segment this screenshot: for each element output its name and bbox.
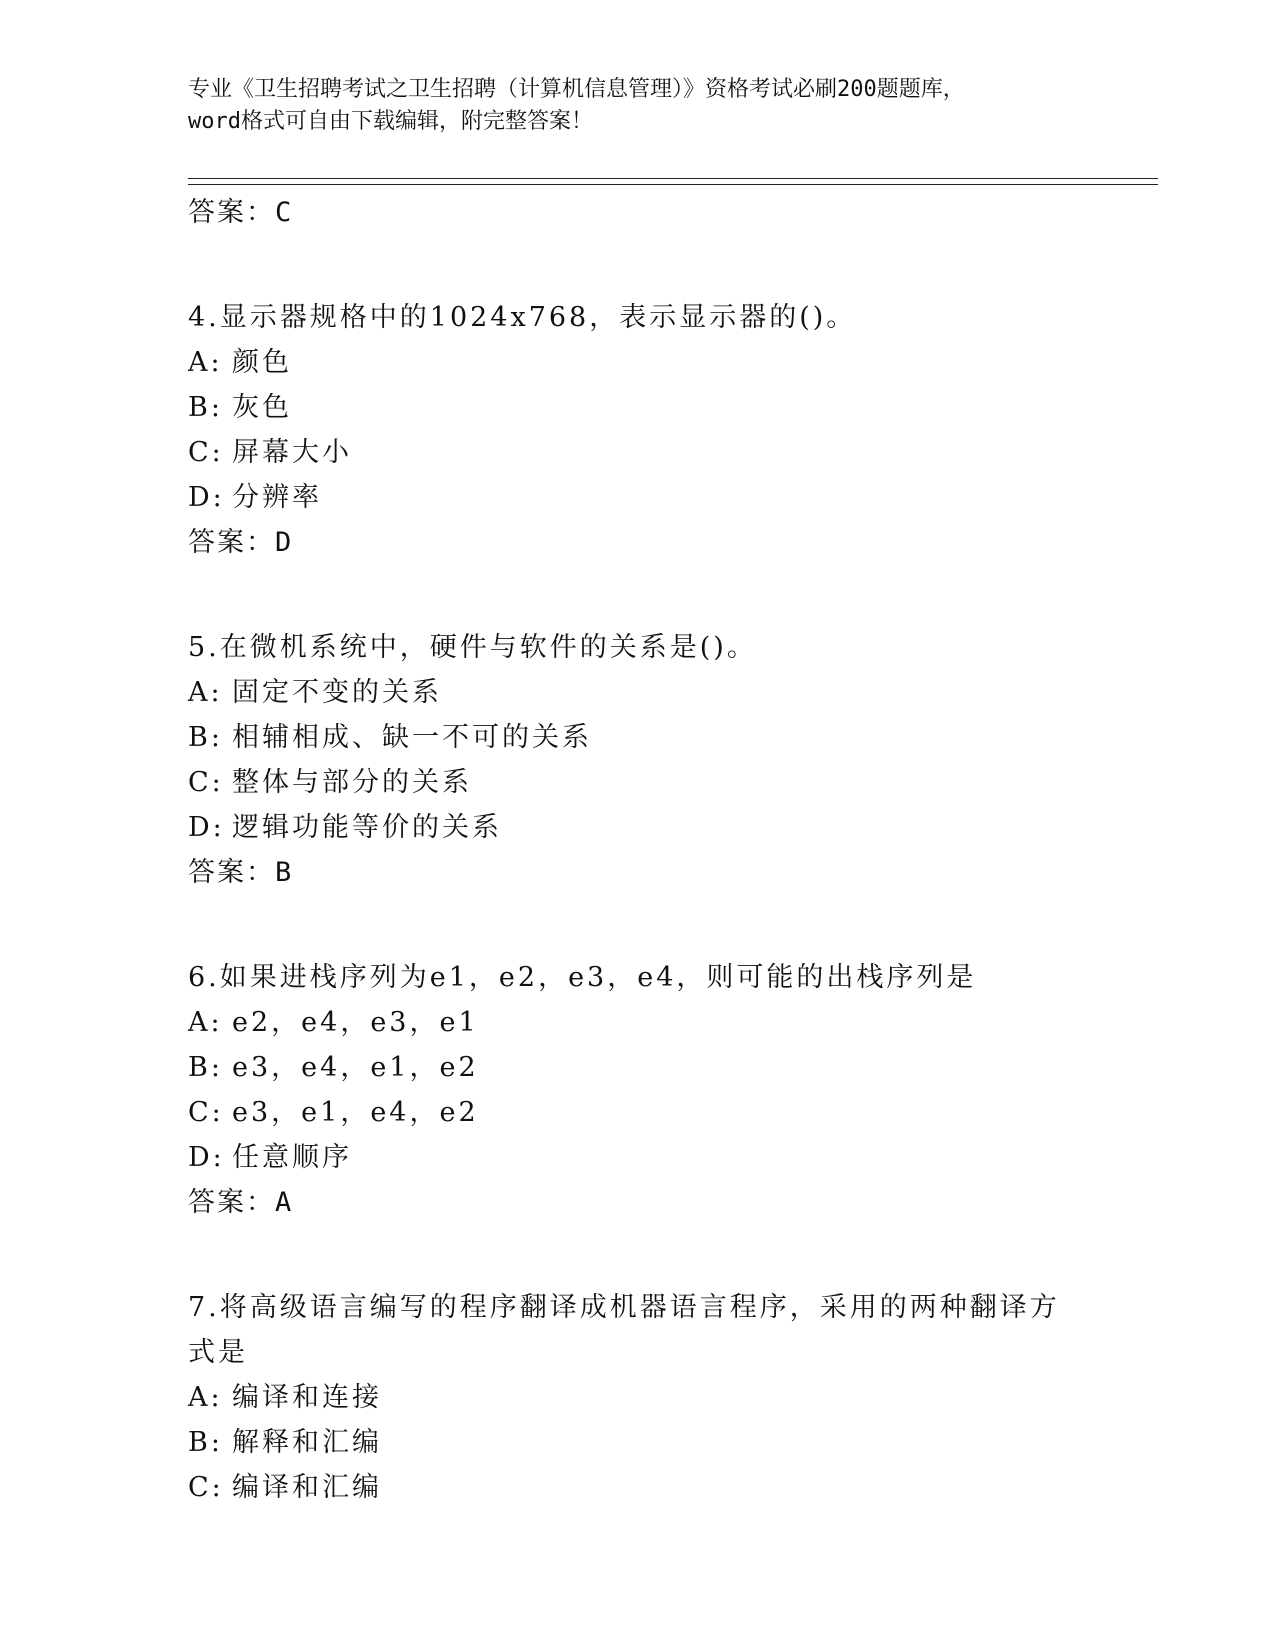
option-key: B: xyxy=(188,722,223,753)
answer-line xyxy=(188,850,1088,895)
question-text: 4.显示器规格中的1024x768，表示显示器的()。 xyxy=(188,302,857,333)
option-text: 解释和汇编 xyxy=(232,1427,382,1458)
option-text: 屏幕大小 xyxy=(232,437,352,468)
question-7 xyxy=(188,1285,1088,1510)
option-c xyxy=(188,430,1088,475)
option-text: 任意顺序 xyxy=(232,1142,352,1173)
option-d xyxy=(188,475,1088,520)
option-a xyxy=(188,340,1088,385)
option-text: 颜色 xyxy=(232,347,292,378)
option-key: B: xyxy=(188,392,223,423)
option-key: A: xyxy=(188,677,223,708)
option-c xyxy=(188,760,1088,805)
answer-value: B xyxy=(275,857,293,888)
option-key: A: xyxy=(188,1382,223,1413)
option-text: 整体与部分的关系 xyxy=(232,767,472,798)
option-key: D: xyxy=(188,482,225,513)
answer-label: 答案： xyxy=(188,857,275,888)
option-b xyxy=(188,715,1088,760)
option-key: A: xyxy=(188,1007,223,1038)
option-text: 逻辑功能等价的关系 xyxy=(232,812,502,843)
option-key: B: xyxy=(188,1427,223,1458)
option-text: e3，e4，e1，e2 xyxy=(232,1052,479,1083)
answer-line xyxy=(188,520,1088,565)
answer-label: 答案： xyxy=(188,527,275,558)
question-list xyxy=(188,190,1088,1510)
option-text: e2，e4，e3，e1 xyxy=(232,1007,479,1038)
option-key: C: xyxy=(188,437,224,468)
option-text: 固定不变的关系 xyxy=(232,677,442,708)
option-text: 编译和连接 xyxy=(232,1382,382,1413)
header-divider xyxy=(188,178,1158,185)
question-text: 5.在微机系统中，硬件与软件的关系是()。 xyxy=(188,632,757,663)
option-text: 相辅相成、缺一不可的关系 xyxy=(232,722,592,753)
option-d xyxy=(188,805,1088,850)
question-5 xyxy=(188,625,1088,895)
question-text: 7.将高级语言编写的程序翻译成机器语言程序，采用的两种翻译方式是 xyxy=(188,1292,1060,1368)
option-key: D: xyxy=(188,1142,225,1173)
option-b xyxy=(188,1045,1088,1090)
document-header xyxy=(188,74,1088,138)
answer-value: D xyxy=(275,527,293,558)
option-key: C: xyxy=(188,767,224,798)
answer-line xyxy=(188,1180,1088,1225)
option-key: C: xyxy=(188,1472,224,1503)
option-a xyxy=(188,670,1088,715)
answer-line xyxy=(188,190,1088,235)
option-a xyxy=(188,1375,1088,1420)
option-text: 分辨率 xyxy=(232,482,322,513)
option-d xyxy=(188,1135,1088,1180)
answer-value: C xyxy=(275,197,293,228)
option-key: A: xyxy=(188,347,223,378)
option-text: 编译和汇编 xyxy=(232,1472,382,1503)
option-b xyxy=(188,385,1088,430)
question-text: 6.如果进栈序列为e1，e2，e3，e4，则可能的出栈序列是 xyxy=(188,962,977,993)
option-key: C: xyxy=(188,1097,224,1128)
answer-label: 答案： xyxy=(188,1187,275,1218)
answer-value: A xyxy=(275,1187,293,1218)
option-text: e3，e1，e4，e2 xyxy=(232,1097,479,1128)
answer-label: 答案： xyxy=(188,197,275,228)
header-line-1: 专业《卫生招聘考试之卫生招聘（计算机信息管理）》资格考试必刷200题题库， xyxy=(188,77,965,102)
option-c xyxy=(188,1090,1088,1135)
header-line-2: word格式可自由下载编辑，附完整答案！ xyxy=(188,109,593,134)
option-key: D: xyxy=(188,812,225,843)
question-4 xyxy=(188,295,1088,565)
option-a xyxy=(188,1000,1088,1045)
option-key: B: xyxy=(188,1052,223,1083)
question-6 xyxy=(188,955,1088,1225)
option-text: 灰色 xyxy=(232,392,292,423)
option-b xyxy=(188,1420,1088,1465)
option-c xyxy=(188,1465,1088,1510)
